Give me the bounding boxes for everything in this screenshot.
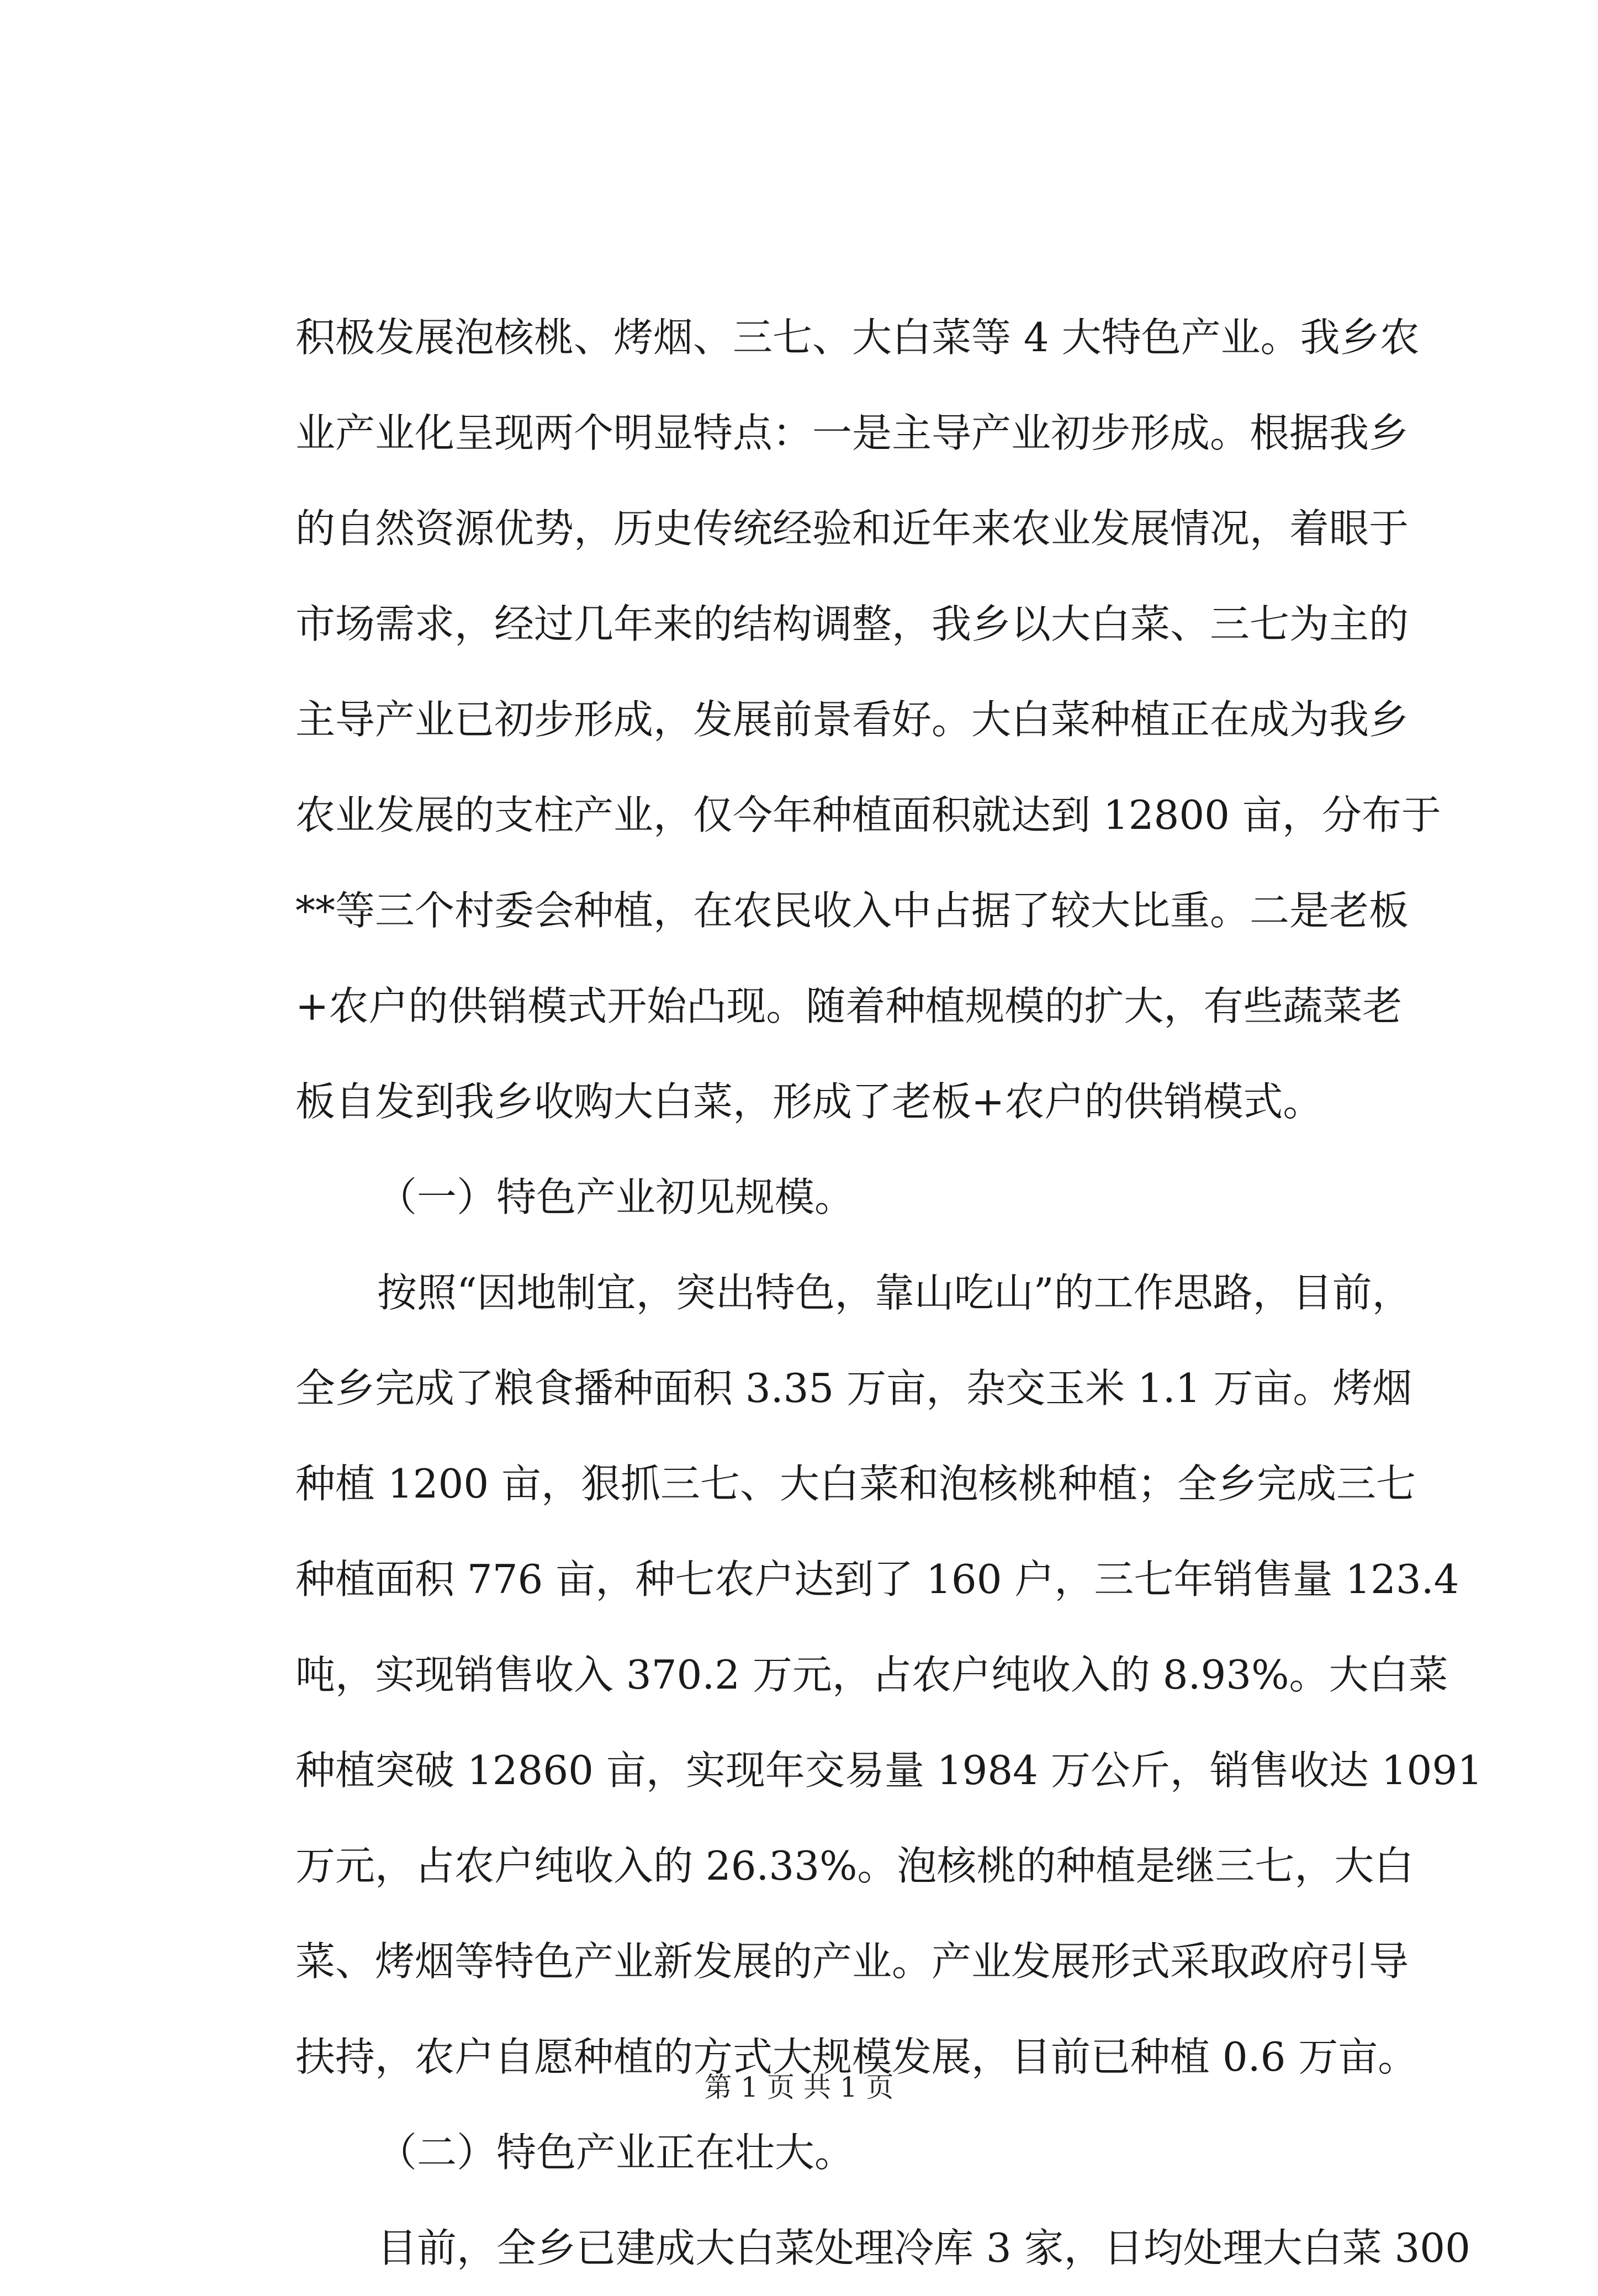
text-line: 目前，全乡已建成大白菜处理冷库 3 家，日均处理大白菜 300: [377, 2225, 1470, 2271]
section-heading: （二）特色产业正在壮大。: [377, 2129, 855, 2176]
text-line: 板自发到我乡收购大白菜，形成了老板+农户的供销模式。: [295, 1078, 1323, 1125]
text-line: 菜、烤烟等特色产业新发展的产业。产业发展形式采取政府引导: [295, 1938, 1409, 1985]
text-line: +农户的供销模式开始凸现。随着种植规模的扩大，有些蔬菜老: [295, 983, 1403, 1029]
page-footer: 第 1 页 共 1 页: [704, 2071, 894, 2103]
text-line: 主导产业已初步形成，发展前景看好。大白菜种植正在成为我乡: [295, 696, 1409, 743]
text-line: 种植突破 12860 亩，实现年交易量 1984 万公斤，销售收达 1091: [295, 1747, 1483, 1794]
text-line: 种植 1200 亩，狠抓三七、大白菜和泡核桃种植；全乡完成三七: [295, 1461, 1416, 1507]
text-line: 市场需求，经过几年来的结构调整，我乡以大白菜、三七为主的: [295, 601, 1409, 647]
text-line: 种植面积 776 亩，种七农户达到了 160 户，三七年销售量 123.4: [295, 1556, 1459, 1602]
text-line: 扶持，农户自愿种植的方式大规模发展，目前已种植 0.6 万亩。: [295, 2034, 1418, 2080]
text-line: 万元，占农户纯收入的 26.33%。泡核桃的种植是继三七，大白: [295, 1843, 1414, 1889]
text-line: 的自然资源优势，历史传统经验和近年来农业发展情况，着眼于: [295, 505, 1409, 552]
text-line: **等三个村委会种植，在农民收入中占据了较大比重。二是老板: [295, 887, 1409, 934]
text-line: 吨，实现销售收入 370.2 万元，占农户纯收入的 8.93%。大白菜: [295, 1652, 1448, 1698]
text-line: 业产业化呈现两个明显特点：一是主导产业初步形成。根据我乡: [295, 410, 1409, 456]
text-line: 积极发展泡核桃、烤烟、三七、大白菜等 4 大特色产业。我乡农: [295, 314, 1420, 361]
text-line: 农业发展的支柱产业，仅今年种植面积就达到 12800 亩，分布于: [295, 792, 1441, 838]
text-line: 按照“因地制宜，突出特色，靠山吃山”的工作思路，目前，: [377, 1269, 1412, 1316]
document-body: [295, 290, 1483, 2296]
section-heading: （一）特色产业初见规模。: [377, 1174, 855, 1220]
text-line: 全乡完成了粮食播种面积 3.35 万亩，杂交玉米 1.1 万亩。烤烟: [295, 1365, 1412, 1411]
